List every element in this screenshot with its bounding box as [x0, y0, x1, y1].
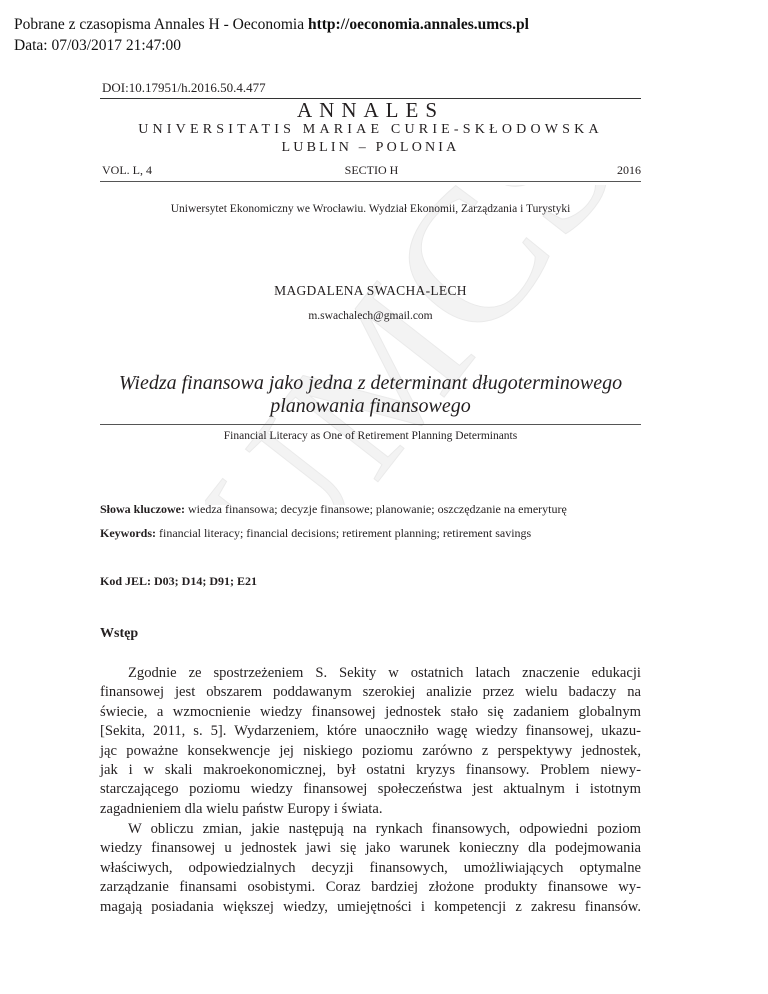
keywords-english-label: Keywords: — [100, 526, 156, 540]
keywords-polish-label: Słowa kluczowe: — [100, 502, 185, 516]
paragraph-line: jąc poważne konsekwencje jej niskiego poziomu zarówno z perspektywy jednostek, — [100, 742, 641, 759]
author-affiliation: Uniwersytet Ekonomiczny we Wrocławiu. Wydział Ekonomii, Zarządzania i Turystyki — [170, 203, 571, 215]
watermark-text: UMCS — [205, 185, 625, 505]
author-email: m.swachalech@gmail.com — [308, 310, 433, 322]
title-rule — [100, 424, 641, 425]
article-title — [100, 372, 641, 418]
section-heading: Wstęp — [100, 626, 139, 641]
paragraph-line: starczającego poziomu wiedzy finansowej społeczeństwa jest aktualnym i istotnym — [100, 781, 641, 798]
paragraph-line: W obliczu zmian, jakie następują na rynkach finansowych, odpowiedni poziom — [128, 821, 641, 837]
keywords-english-value: financial literacy; financial decisions; retirement planning; retirement savings — [156, 526, 532, 540]
journal-url-link[interactable]: http://oeconomia.annales.umcs.pl — [307, 16, 529, 33]
download-date-line: Data: 07/03/2017 21:47:00 — [14, 37, 182, 54]
download-header — [14, 14, 529, 56]
doi: DOI:10.17951/h.2016.50.4.477 — [102, 80, 266, 95]
umcs-watermark — [205, 185, 625, 505]
paragraph-line: finansowej jest obszarem poddawanym szerokiej analizie przez wielu badaczy na — [100, 684, 641, 701]
journal-name: ANNALES — [297, 98, 444, 122]
author-name: MAGDALENA SWACHA-LECH — [274, 283, 467, 298]
journal-university: UNIVERSITATIS MARIAE CURIE-SKŁODOWSKA — [138, 122, 603, 137]
article-title-english: Financial Literacy as One of Retirement Planning Determinants — [223, 430, 518, 442]
article-title-line: planowania finansowego — [270, 395, 471, 417]
paragraph-2 — [100, 820, 641, 917]
paragraph-line: jak i w skali makroekonomicznej, był ostatni kryzys finansowy. Problem niewy- — [100, 762, 641, 779]
paragraph-line: magają posiadania większej wiedzy, umiejętności i kompetencji z zakresu finansów. — [100, 898, 641, 915]
paragraph-line: Zgodnie ze spostrzeżeniem S. Sekity w ostatnich latach znaczenie edukacji — [128, 665, 641, 681]
article-title-line: Wiedza finansowa jako jedna z determinant długoterminowego — [118, 372, 623, 394]
paragraph-line: zarządzanie finansami osobistymi. Coraz bardziej złożone produkty finansowe wy- — [100, 879, 641, 896]
keywords-polish-value: wiedza finansowa; decyzje finansowe; planowanie; oszczędzanie na emeryturę — [185, 502, 567, 516]
paragraph-line: [Sekita, 2011, s. 5]. Wydarzeniem, które unaoczniło wagę wiedzy finansowej, ukazu- — [100, 723, 641, 740]
journal-year: 2016 — [617, 163, 641, 177]
journal-section: SECTIO H — [344, 163, 399, 177]
paragraph-line: wiedzy finansowej u jednostek jawi się jako warunek konieczny dla podejmowania — [100, 840, 641, 857]
journal-city: LUBLIN – POLONIA — [281, 140, 460, 155]
journal-volume: VOL. L, 4 — [102, 163, 152, 177]
jel-codes: Kod JEL: D03; D14; D91; E21 — [100, 574, 258, 588]
keywords-polish — [100, 502, 660, 517]
header-bottom-rule — [100, 181, 641, 182]
keywords-english — [100, 526, 660, 541]
download-source-line: Pobrane z czasopisma Annales H - Oeconomia http://oeconomia.annales.umcs.pl — [14, 16, 529, 33]
paragraph-1 — [100, 664, 641, 819]
paragraph-line: zagadnieniem dla wielu państw Europy i świata. — [100, 800, 383, 817]
paragraph-line: świecie, a wzmocnienie wiedzy finansowej jednostek stało się zadaniem globalnym — [100, 703, 641, 720]
paragraph-line: właściwych, odpowiedzialnych decyzji finansowych, umożliwiających optymalne — [100, 859, 641, 876]
